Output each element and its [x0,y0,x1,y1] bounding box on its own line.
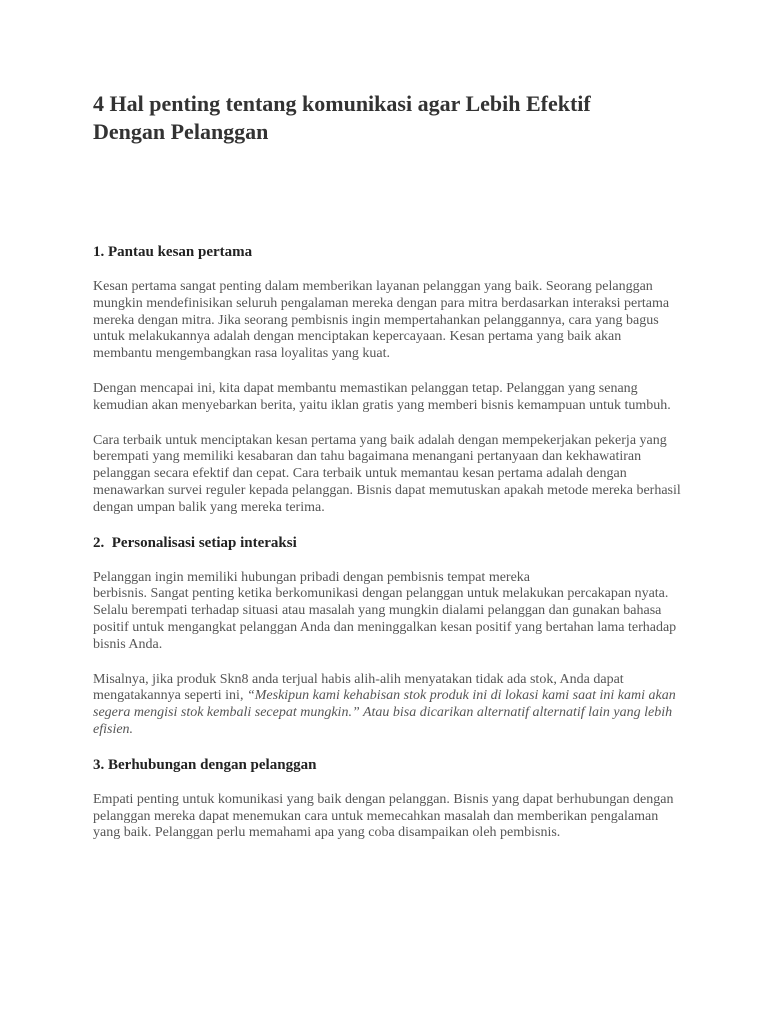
title-line-2: Dengan Pelanggan [93,119,269,144]
section-3-paragraph-1: Empati penting untuk komunikasi yang baik dengan pelanggan. Bisnis yang dapat berhubungan dengan pelanggan mereka dapat menemukan cara untuk memecahkan masalah dan memberikan pengalaman yang baik. Pelanggan perlu memahami apa yang coba disampaikan oleh pembisnis. [93,791,674,841]
section-1-paragraph-1: Kesan pertama sangat penting dalam memberikan layanan pelanggan yang baik. Seorang pelanggan mungkin mendefinisikan seluruh pengalaman mereka dengan para mitra berdasarkan interaksi pertama mereka dengan mitra. Jika seorang pembisnis ingin mempertahankan pelanggannya, cara yang bagus untuk melakukannya adalah dengan menciptakan kepercayaan. Kesan pertama yang baik akan membantu mengembangkan rasa loyalitas yang kuat. [93,279,670,362]
document-page [93,90,683,842]
section-heading-1: 1. Pantau kesan pertama [93,244,253,260]
section-2-paragraph-2-text: Misalnya, jika produk Skn8 anda terjual habis alih-alih menyatakan tidak ada stok, Anda dapat mengatakannya seperti ini, [93,671,624,704]
section-2-paragraph-1-rest: berbisnis. Sangat penting ketika berkomunikasi dengan pelanggan untuk melakukan percakapan nyata. Selalu berempati terhadap situasi atau masalah yang mungkin dialami pelanggan dan gunakan bahasa positif untuk mengangkat pelanggan Anda dan meninggalkan kesan positif yang bertahan lama terhadap bisnis Anda. [93,586,677,652]
section-2-paragraph-2 [93,672,683,739]
section-1-paragraph-2: Dengan mencapai ini, kita dapat membantu memastikan pelanggan tetap. Pelanggan yang senang kemudian akan menyebarkan berita, yaitu iklan gratis yang memberi bisnis kemampuan untuk tumbuh. [93,380,671,413]
document-title [93,90,683,146]
section-1-paragraph-3: Cara terbaik untuk menciptakan kesan pertama yang baik adalah dengan mempekerjakan pekerja yang berempati yang memiliki kesabaran dan tahu bagaimana menangani pertanyaan dan kekhawatiran pelanggan secara efektif dan cepat. Cara terbaik untuk memantau kesan pertama adalah dengan menawarkan survei reguler kepada pelanggan. Bisnis dapat memutuskan apakah metode mereka berhasil dengan umpan balik yang mereka terima. [93,432,681,515]
section-2-paragraph-1-line-1: Pelanggan ingin memiliki hubungan pribadi dengan pembisnis tempat mereka [93,569,531,585]
title-line-1: 4 Hal penting tentang komunikasi agar Lebih Efektif [93,91,591,116]
section-2-paragraph-2-quote: “Meskipun kami kehabisan stok produk ini di lokasi kami saat ini kami akan segera mengisi stok kembali secepat mungkin.” Atau bisa dicarikan alternatif alternatif lain yang lebih efisien. [93,688,676,737]
section-heading-3: 3. Berhubungan dengan pelanggan [93,756,317,773]
section-heading-2: 2. Personalisasi setiap interaksi [93,534,297,551]
section-2-paragraph-1 [93,570,683,654]
